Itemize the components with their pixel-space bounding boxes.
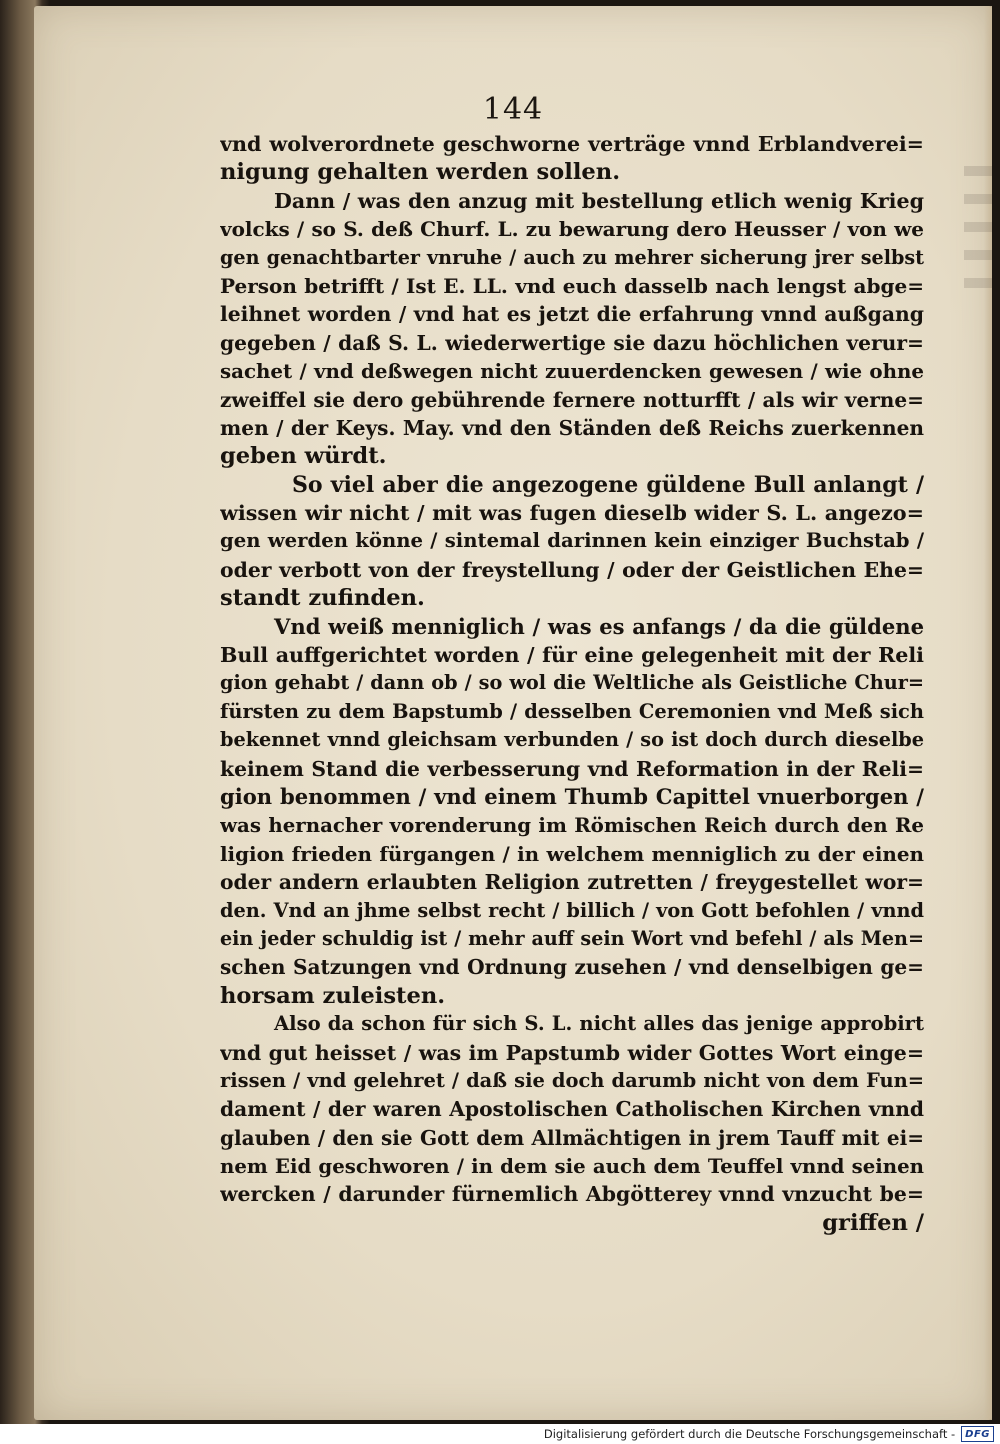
show-through (964, 166, 992, 306)
footer-credit: Digitalisierung gefördert durch die Deutsche Forschungsgemeinschaft - (543, 1427, 956, 1441)
text-line: ligion frieden fürgangen / in welchem menniglich zu der einen (220, 841, 924, 866)
text-line: geben würdt. (220, 443, 387, 470)
text-line: oder verbott von der freystellung / oder der Geistlichen Ehe= (220, 557, 924, 582)
text-line: horsam zuleisten. (220, 982, 446, 1009)
text-line: den. Vnd an jhme selbst recht / billich / von Gott befohlen / vnnd (220, 898, 924, 922)
catchword: griffen / (822, 1209, 924, 1236)
text-line: dament / der waren Apostolischen Catholischen Kirchen vnnd (220, 1097, 924, 1122)
text-line: Bull auffgerichtet worden / für eine gelegenheit mit der Reli (220, 643, 924, 668)
text-line: oder andern erlaubten Religion zutretten / freygestellet wor= (220, 870, 924, 895)
text-line: Also da schon für sich S. L. nicht alles das jenige approbirt (274, 1012, 924, 1036)
text-line: gion benommen / vnd einem Thumb Capittel vnuerborgen / (220, 783, 924, 809)
text-line: Vnd weiß menniglich / was es anfangs / da die güldene (274, 613, 924, 639)
text-line: men / der Keys. May. vnd den Ständen deß Reichs zuerkennen (220, 415, 924, 440)
text-line: wissen wir nicht / mit was fugen dieselb wider S. L. angezo= (220, 501, 924, 526)
text-line: zweiffel sie dero gebührende fernere notturfft / als wir verne= (220, 387, 924, 412)
text-line: gion gehabt / dann ob / so wol die Weltliche als Geistliche Chur= (220, 671, 924, 695)
body-text (220, 130, 924, 1237)
text-line: sachet / vnd deßwegen nicht zuuerdencken gewesen / wie ohne (220, 359, 924, 384)
text-line: wercken / darunder fürnemlich Abgötterey vnnd vnzucht be= (220, 1182, 924, 1207)
text-line: keinem Stand die verbesserung vnd Reformation in der Reli= (220, 756, 924, 781)
text-line: bekennet vnnd gleichsam verbunden / so ist doch durch dieselbe (220, 728, 924, 752)
text-line: nigung gehalten werden sollen. (220, 159, 621, 186)
text-line: vnd wolverordnete geschworne verträge vnnd Erblandverei= (220, 132, 924, 156)
text-line: leihnet worden / vnd hat es jetzt die erfahrung vnnd außgang (220, 302, 924, 327)
text-line: gen genachtbarter vnruhe / auch zu mehrer sicherung jrer selbst (220, 245, 924, 269)
text-line: fürsten zu dem Bapstumb / desselben Ceremonien vnd Meß sich (220, 699, 924, 723)
text-line: Person betrifft / Ist E. LL. vnd euch dasselb nach lengst abge= (220, 273, 924, 298)
text-line: So viel aber die angezogene güldene Bull anlangt / (292, 471, 924, 498)
dfg-logo-icon: DFG (961, 1426, 994, 1442)
digitization-footer (0, 1424, 1000, 1444)
text-line: glauben / den sie Gott dem Allmächtigen in jrem Tauff mit ei= (220, 1125, 924, 1150)
text-line: Dann / was den anzug mit bestellung etlich wenig Krieg (274, 188, 924, 213)
text-line: nem Eid geschworen / in dem sie auch dem Teuffel vnnd seinen (220, 1154, 924, 1179)
text-line: standt zufinden. (220, 585, 425, 612)
text-line: ein jeder schuldig ist / mehr auff sein Wort vnd befehl / als Men= (220, 926, 924, 950)
text-line: gegeben / daß S. L. wiederwertige sie dazu höchlichen verur= (220, 330, 924, 355)
text-line: gen werden könne / sintemal darinnen kein einziger Buchstab / (220, 529, 924, 553)
text-line: schen Satzungen vnd Ordnung zusehen / vnd denselbigen ge= (220, 955, 924, 980)
text-line: was hernacher vorenderung im Römischen Reich durch den Re (220, 813, 924, 838)
text-line: vnd gut heisset / was im Papstumb wider Gottes Wort einge= (220, 1040, 924, 1065)
text-line: volcks / so S. deß Churf. L. zu bewarung dero Heusser / von we (220, 217, 924, 242)
page-number: 144 (482, 92, 544, 127)
text-line: rissen / vnd gelehret / daß sie doch darumb nicht von dem Fun= (220, 1068, 924, 1092)
